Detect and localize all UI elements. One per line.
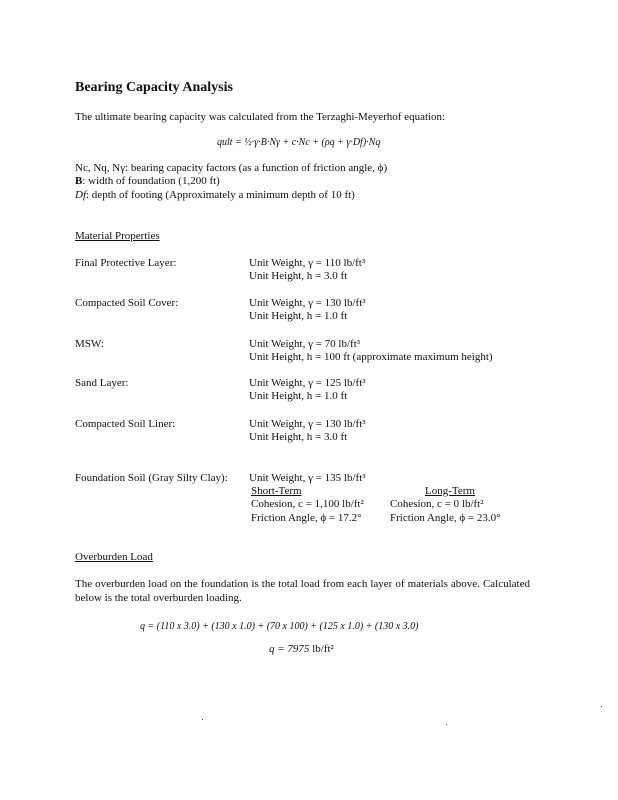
short-term-cohesion: Cohesion, c = 1,100 lb/ft² [251, 498, 364, 510]
intro-paragraph: The ultimate bearing capacity was calculated from the Terzaghi-Meyerhof equation: [75, 111, 446, 123]
material-unit-weight: Unit Weight, γ = 125 lb/ft³ [249, 377, 366, 389]
material-unit-weight: Unit Weight, γ = 130 lb/ft³ [249, 418, 366, 430]
material-unit-weight: Unit Weight, γ = 130 lb/ft³ [249, 297, 366, 309]
depth-symbol: Df [75, 189, 86, 201]
material-unit-height: Unit Height, h = 100 ft (approximate maximum height) [249, 351, 493, 363]
overburden-result-value: q = 7975 [269, 643, 310, 655]
overburden-paragraph: The overburden load on the foundation is the total load from each layer of materials above. Calculated below is the total overburden loading. [75, 578, 530, 604]
material-name: Sand Layer: [75, 377, 129, 389]
material-name: MSW: [75, 338, 104, 350]
page-title: Bearing Capacity Analysis [75, 80, 233, 95]
depth-text: : depth of footing (Approximately a minimum depth of 10 ft) [86, 189, 355, 201]
factors-definition: Nc, Nq, Nγ: bearing capacity factors (as a function of friction angle, ϕ) [75, 162, 388, 174]
scan-speck [601, 706, 602, 707]
width-symbol: B [75, 175, 83, 187]
bearing-capacity-equation: qult = ½·γ·B·Nγ + c·Nc + (ρq + γ·Df)·Nq [217, 137, 381, 148]
material-unit-height: Unit Height, h = 3.0 ft [249, 270, 348, 282]
overburden-result-unit: lb/ft² [309, 643, 334, 655]
width-definition [75, 175, 220, 188]
material-name: Compacted Soil Cover: [75, 297, 179, 309]
short-term-label: Short-Term [251, 485, 302, 497]
material-unit-height: Unit Height, h = 3.0 ft [249, 431, 348, 443]
overburden-load-heading: Overburden Load [75, 551, 153, 563]
width-text: : width of foundation (1,200 ft) [82, 175, 220, 187]
material-unit-weight: Unit Weight, γ = 110 lb/ft³ [249, 257, 366, 269]
overburden-result [269, 643, 334, 656]
scan-speck [446, 724, 447, 725]
material-unit-height: Unit Height, h = 1.0 ft [249, 390, 348, 402]
material-name: Compacted Soil Liner: [75, 418, 176, 430]
material-unit-weight: Unit Weight, γ = 70 lb/ft³ [249, 338, 361, 350]
material-properties-heading: Material Properties [75, 230, 160, 242]
foundation-soil-name: Foundation Soil (Gray Silty Clay): [75, 472, 228, 484]
long-term-cohesion: Cohesion, c = 0 lb/ft² [390, 498, 484, 510]
depth-definition [75, 189, 355, 202]
material-name: Final Protective Layer: [75, 257, 177, 269]
short-term-friction-angle: Friction Angle, ϕ = 17.2° [251, 512, 362, 524]
foundation-unit-weight: Unit Weight, γ = 135 lb/ft³ [249, 472, 366, 484]
long-term-friction-angle: Friction Angle, ϕ = 23.0° [390, 512, 501, 524]
scan-speck [202, 719, 203, 720]
material-unit-height: Unit Height, h = 1.0 ft [249, 310, 348, 322]
long-term-label: Long-Term [425, 485, 475, 497]
overburden-equation: q = (110 x 3.0) + (130 x 1.0) + (70 x 100) + (125 x 1.0) + (130 x 3.0) [140, 621, 419, 632]
